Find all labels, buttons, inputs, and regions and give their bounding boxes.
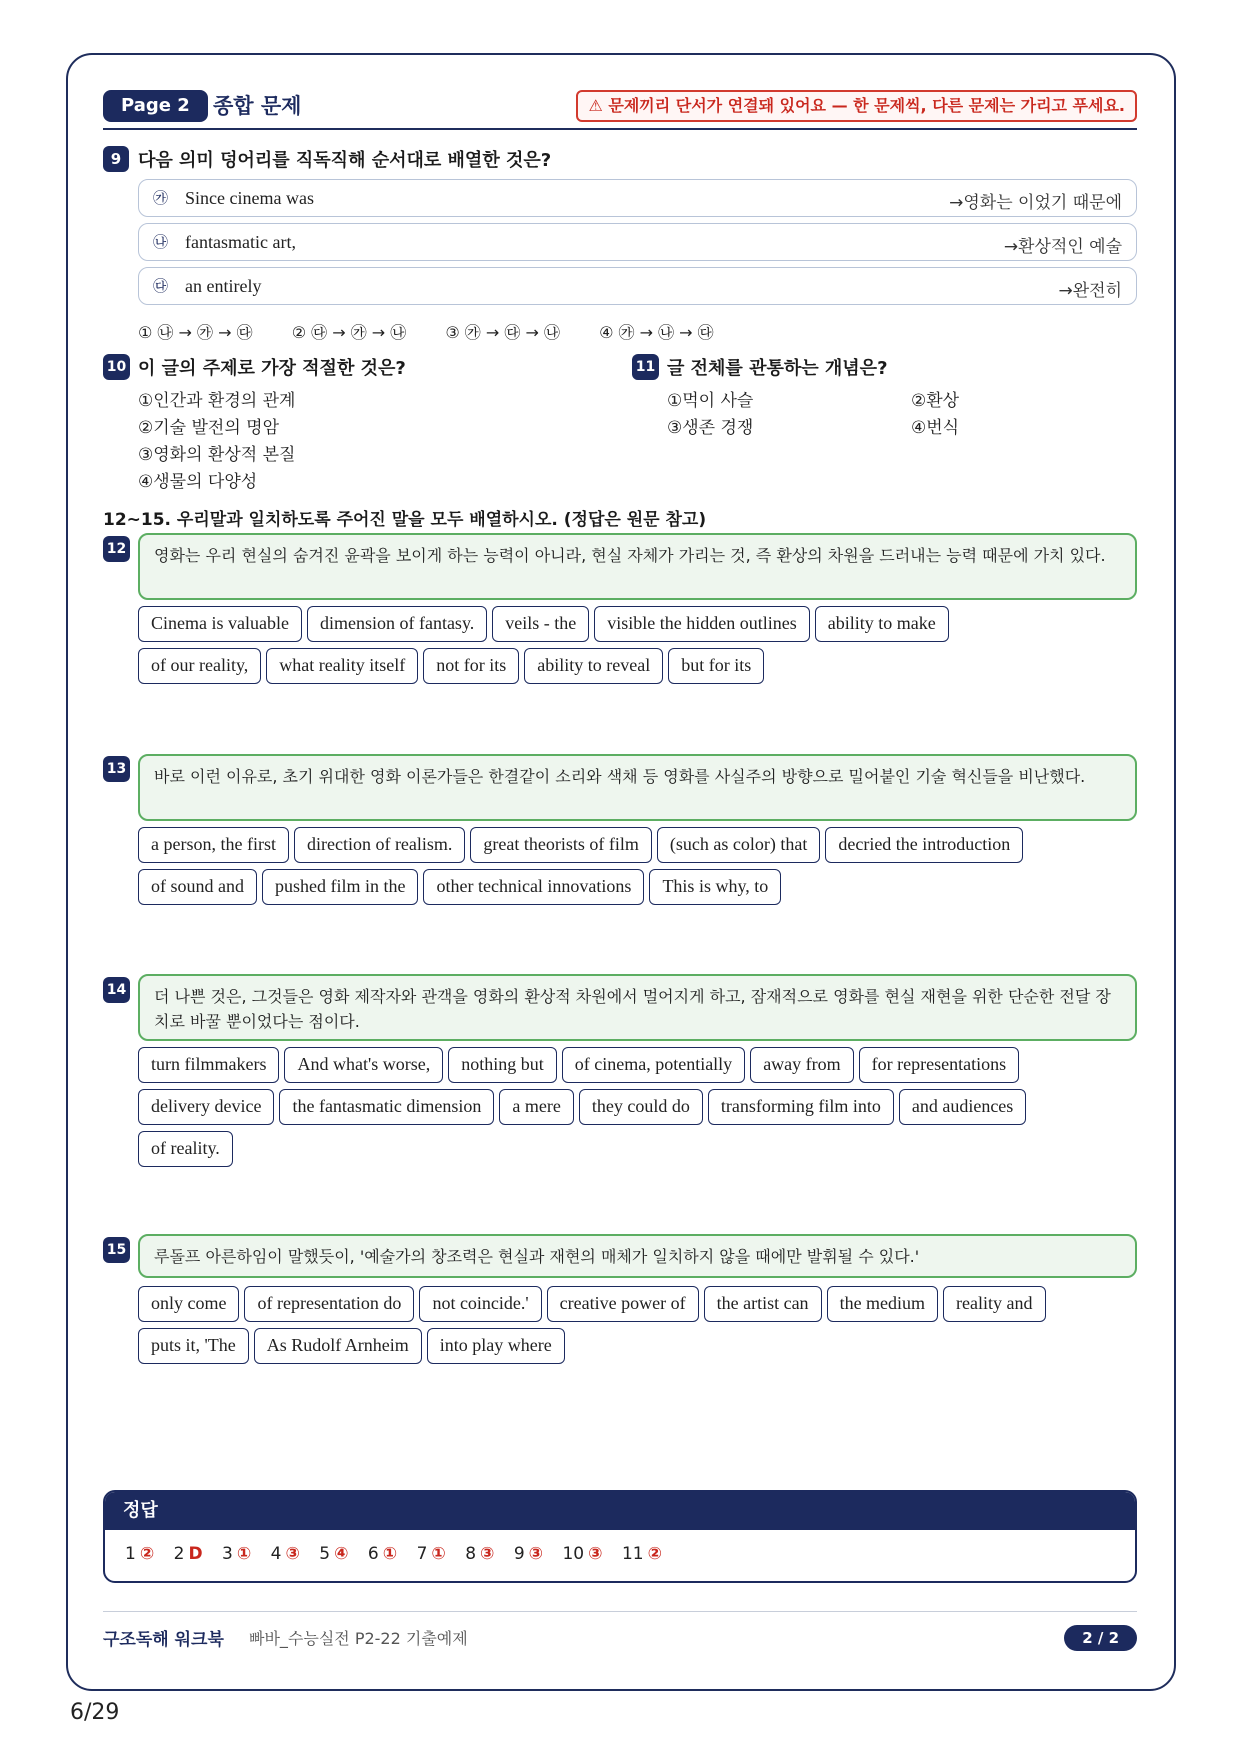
question-number-13: 13 xyxy=(103,756,130,782)
word-tile[interactable]: delivery device xyxy=(138,1089,274,1125)
footer-brand: 구조독해 워크북 xyxy=(103,1630,224,1650)
question-number-11: 11 xyxy=(632,354,659,380)
answer-item xyxy=(319,1544,348,1564)
page-label: Page 2 xyxy=(103,90,208,122)
footer-source: 빠바_수능실전 P2-22 기출예제 xyxy=(249,1629,468,1648)
option[interactable]: ②환상 xyxy=(911,391,960,411)
answer-number: 5 xyxy=(319,1544,331,1564)
word-tile[interactable]: decried the introduction xyxy=(825,827,1023,863)
word-tile[interactable]: not coincide.' xyxy=(419,1286,541,1322)
word-tile[interactable]: visible the hidden outlines xyxy=(594,606,809,642)
chunk-english: Since cinema was xyxy=(185,188,314,208)
answer-value: ③ xyxy=(588,1544,603,1564)
document-page-number: 6/29 xyxy=(70,1700,120,1725)
answer-number: 2 xyxy=(173,1544,185,1564)
word-tile[interactable]: great theorists of film xyxy=(470,827,651,863)
question-text-9: 다음 의미 덩어리를 직독직해 순서대로 배열한 것은? xyxy=(138,150,552,171)
answer-number: 11 xyxy=(621,1544,644,1564)
question-number-15: 15 xyxy=(103,1237,130,1263)
answer-value: ④ xyxy=(334,1544,349,1564)
answer-value: D xyxy=(188,1544,203,1564)
word-tile[interactable]: the medium xyxy=(827,1286,938,1322)
word-tile[interactable]: the fantasmatic dimension xyxy=(279,1089,494,1125)
korean-sentence: 영화는 우리 현실의 숨겨진 윤곽을 보이게 하는 능력이 아니라, 현실 자체가 가리는 것, 즉 환상의 차원을 드러내는 능력 때문에 가치 있다. xyxy=(138,533,1137,600)
page-title: 종합 문제 xyxy=(213,94,302,118)
word-tile[interactable]: As Rudolf Arnheim xyxy=(254,1328,422,1364)
answer-value: ③ xyxy=(528,1544,544,1564)
word-tile[interactable]: dimension of fantasy. xyxy=(307,606,487,642)
option[interactable]: ①인간과 환경의 관계 xyxy=(138,391,296,411)
answer-key xyxy=(103,1490,1137,1583)
word-tile[interactable]: creative power of xyxy=(547,1286,699,1322)
answer-item xyxy=(125,1544,154,1564)
word-tile[interactable]: puts it, 'The xyxy=(138,1328,249,1364)
meaning-chunk xyxy=(138,223,1137,261)
word-tile[interactable]: of reality. xyxy=(138,1131,233,1167)
answer-item xyxy=(222,1544,251,1564)
word-tile[interactable]: not for its xyxy=(423,648,519,684)
option[interactable]: ③생존 경쟁 xyxy=(667,418,754,438)
word-tiles-12 xyxy=(138,606,1148,690)
option[interactable]: ③ ㉮ → ㉰ → ㉯ xyxy=(445,323,560,342)
answer-number: 6 xyxy=(367,1544,379,1564)
option[interactable]: ③영화의 환상적 본질 xyxy=(138,445,296,465)
chunk-english: fantasmatic art, xyxy=(185,232,296,252)
answer-key-title: 정답 xyxy=(105,1492,1135,1530)
section-instruction: 12~15. 우리말과 일치하도록 주어진 말을 모두 배열하시오. (정답은 원문 참고) xyxy=(103,510,707,530)
word-tile[interactable]: transforming film into xyxy=(708,1089,894,1125)
page-header xyxy=(103,90,1137,130)
chunk-korean: →완전히 xyxy=(1058,281,1122,301)
page-footer xyxy=(103,1611,1137,1651)
question-number-9: 9 xyxy=(103,146,129,172)
word-tile[interactable]: of cinema, potentially xyxy=(562,1047,745,1083)
answer-value: ① xyxy=(431,1544,446,1564)
answer-item xyxy=(562,1544,602,1564)
word-tiles-15 xyxy=(138,1286,1148,1370)
option[interactable]: ①먹이 사슬 xyxy=(667,391,754,411)
answer-number: 3 xyxy=(222,1544,233,1564)
answer-item xyxy=(174,1544,203,1564)
word-tile[interactable]: This is why, to xyxy=(649,869,781,905)
question-text-10: 이 글의 주제로 가장 적절한 것은? xyxy=(138,358,406,379)
korean-sentence: 바로 이런 이유로, 초기 위대한 영화 이론가들은 한결같이 소리와 색채 등 영화를 사실주의 방향으로 밀어붙인 기술 혁신들을 비난했다. xyxy=(138,754,1137,821)
word-tile[interactable]: direction of realism. xyxy=(294,827,465,863)
answer-value: ① xyxy=(382,1544,398,1564)
answer-value: ③ xyxy=(285,1544,300,1564)
word-tile[interactable]: only come xyxy=(138,1286,239,1322)
word-tile[interactable]: of representation do xyxy=(244,1286,414,1322)
word-tile[interactable]: and audiences xyxy=(899,1089,1026,1125)
word-tile[interactable]: but for its xyxy=(668,648,764,684)
answer-list xyxy=(105,1530,1135,1564)
answer-item xyxy=(417,1544,446,1564)
answer-value: ② xyxy=(139,1544,155,1564)
answer-number: 10 xyxy=(562,1544,585,1564)
chunk-korean: →영화는 이었기 때문에 xyxy=(949,193,1122,213)
korean-sentence: 더 나쁜 것은, 그것들은 영화 제작자와 관객을 영화의 환상적 차원에서 멀어지게 하고, 잠재적으로 영화를 현실 재현을 위한 단순한 전달 장치로 바꿀 뿐이었다는 점이다. xyxy=(138,974,1137,1041)
question-text-11: 글 전체를 관통하는 개념은? xyxy=(667,358,888,379)
word-tile[interactable]: turn filmmakers xyxy=(138,1047,279,1083)
answer-options-9 xyxy=(138,320,748,343)
option[interactable]: ① ㉯ → ㉮ → ㉰ xyxy=(138,323,253,342)
option[interactable]: ④생물의 다양성 xyxy=(138,472,258,492)
word-tile[interactable]: ability to reveal xyxy=(524,648,663,684)
word-tile[interactable]: of sound and xyxy=(138,869,257,905)
answer-number: 4 xyxy=(270,1544,282,1564)
question-number-14: 14 xyxy=(103,977,130,1003)
chunk-korean: →환상적인 예술 xyxy=(1003,237,1122,257)
answer-number: 9 xyxy=(513,1544,525,1564)
word-tiles-14 xyxy=(138,1047,1148,1173)
word-tile[interactable]: other technical innovations xyxy=(423,869,644,905)
word-tile[interactable]: pushed film in the xyxy=(262,869,418,905)
word-tile[interactable]: of our reality, xyxy=(138,648,261,684)
meaning-chunk xyxy=(138,179,1137,217)
word-tile[interactable]: nothing but xyxy=(448,1047,557,1083)
answer-item xyxy=(368,1544,397,1564)
chunk-marker: ㉯ xyxy=(153,233,169,251)
answer-value: ② xyxy=(647,1544,662,1564)
answer-number: 7 xyxy=(416,1544,428,1564)
word-tile[interactable]: what reality itself xyxy=(266,648,418,684)
footer-page-indicator: 2 / 2 xyxy=(1064,1625,1137,1651)
answer-value: ③ xyxy=(480,1544,495,1564)
meaning-chunk xyxy=(138,267,1137,305)
word-tile[interactable]: for representations xyxy=(859,1047,1019,1083)
chunk-marker: ㉰ xyxy=(153,277,169,295)
word-tile[interactable]: And what's worse, xyxy=(284,1047,443,1083)
word-tile[interactable]: they could do xyxy=(579,1089,703,1125)
answer-item xyxy=(465,1544,494,1564)
option[interactable]: ② ㉰ → ㉮ → ㉯ xyxy=(291,323,407,342)
word-tile[interactable]: reality and xyxy=(943,1286,1045,1322)
question-number-10: 10 xyxy=(103,354,130,380)
answer-value: ① xyxy=(236,1544,252,1564)
warning-banner: ⚠ 문제끼리 단서가 연결돼 있어요 — 한 문제씩, 다른 문제는 가리고 푸세요. xyxy=(576,90,1137,122)
word-tile[interactable]: a person, the first xyxy=(138,827,289,863)
word-tile[interactable]: away from xyxy=(750,1047,853,1083)
korean-sentence: 루돌프 아른하임이 말했듯이, '예술가의 창조력은 현실과 재현의 매체가 일치하지 않을 때에만 발휘될 수 있다.' xyxy=(138,1234,1137,1278)
word-tile[interactable]: the artist can xyxy=(704,1286,822,1322)
word-tile[interactable]: (such as color) that xyxy=(657,827,820,863)
word-tile[interactable]: Cinema is valuable xyxy=(138,606,302,642)
word-tile[interactable]: into play where xyxy=(427,1328,565,1364)
option[interactable]: ④ ㉮ → ㉯ → ㉰ xyxy=(599,323,714,342)
answer-item xyxy=(271,1544,300,1564)
word-tile[interactable]: a mere xyxy=(499,1089,573,1125)
word-tiles-13 xyxy=(138,827,1148,911)
chunk-english: an entirely xyxy=(185,276,262,296)
option[interactable]: ④번식 xyxy=(911,418,960,438)
word-tile[interactable]: veils - the xyxy=(492,606,589,642)
answer-item xyxy=(514,1544,543,1564)
chunk-marker: ㉮ xyxy=(153,189,169,207)
word-tile[interactable]: ability to make xyxy=(815,606,949,642)
question-number-12: 12 xyxy=(103,536,130,562)
option[interactable]: ②기술 발전의 명암 xyxy=(138,418,280,438)
answer-number: 8 xyxy=(465,1544,477,1564)
answer-number: 1 xyxy=(125,1544,136,1564)
answer-item xyxy=(622,1544,662,1564)
